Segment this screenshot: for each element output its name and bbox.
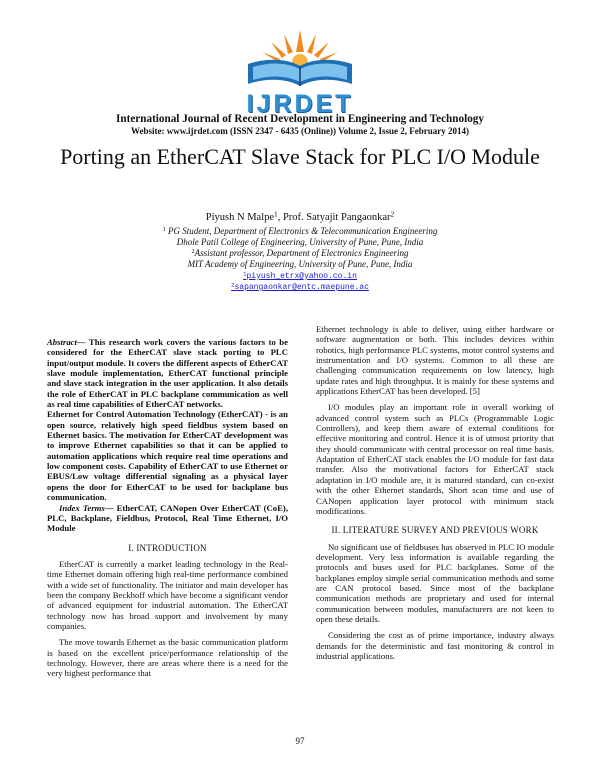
introduction-paragraph-1: EtherCAT is currently a market leading technology in the Real-time Ethernet domain offering high real-time performance combined with a wide set of functionality. The initiator and main developer has been the company Beckhoff which have become a significant vendor of advanced equipment for industrial automation. The EtherCAT technology now has broad support and involvement by many companies.	[47, 558, 288, 631]
affiliation-2-line-2: MIT Academy of Engineering, University of Pune, Pune, India	[187, 259, 413, 269]
page-number: 97	[295, 736, 305, 746]
email-2-link[interactable]: $^2$sapangaonkar@entc.maepune.ac	[231, 281, 369, 292]
right-column	[316, 324, 554, 661]
left-column	[47, 337, 288, 679]
right-paragraph-4: Considering the cost as of prime importance, industry always demands for the deterministic and fast monitoring & control in industrial applications.	[316, 630, 554, 661]
author-2: Prof. Satyajit Pangaonkar	[282, 212, 391, 223]
author-1: Piyush N Malpe	[205, 212, 275, 223]
email-1-link[interactable]: $^1$piyush_etrx@yahoo.co.in	[243, 270, 357, 281]
abstract-paragraph-2: Ethernet for Control Automation Technology (EtherCAT) - is an open source, relatively high speed fieldbus system based on Ethernet basics. The motivation for EtherCAT development was to improve Ethernet capabilities so that it can be applied to automation applications which require real time operations and low component costs. Capability of EtherCAT to use Ethernet or EBUS/Low voltage differential signaling as a physical layer opens the door for EtherCAT to be used for backplane bus communication.	[47, 409, 288, 503]
right-paragraph-1: Ethernet technology is able to deliver, using either hardware or software augmentation or both. This includes devices within robotics, high performance PLC systems, motor control systems and instrumentation and I/O systems. Common to all these are challenging communication requirements on low latency, high update rates and high throughput. It is mainly for these systems and applications EtherCAT has been developed. [5]	[316, 324, 554, 397]
journal-website-line: Website: www.ijrdet.com (ISSN 2347 - 6435 (Online)) Volume 2, Issue 2, February 2014)	[131, 126, 469, 136]
affiliation-2-line-1: $^2$Assistant professor, Department of Electronics Engineering	[191, 248, 409, 258]
journal-logo	[226, 22, 374, 116]
introduction-paragraph-2: The move towards Ethernet as the basic communication platform is based on the excellent price/performance relationship of the technology. However, there are areas where there is a need for the very highest performance that	[47, 637, 288, 679]
abstract-label: Abstract—	[47, 337, 86, 347]
paper-title: Porting an EtherCAT Slave Stack for PLC I/O Module	[60, 144, 540, 169]
affiliation-1-line-2: Dhole Patil College of Engineering, University of Pune, Pune, India	[176, 237, 424, 247]
right-paragraph-3: No significant use of fieldbuses has observed in PLC IO module development. Very less information is available regarding the protocols and buses used for PLC backplanes. Some of the backplanes employ simple serial communication methods and some are CAN protocol based. Since most of the backplane communication methods are proprietary and used for internal communication between modules, manufacturers are not keen to open these details.	[316, 541, 554, 624]
abstract-paragraph: Abstract— This research work covers the various factors to be considered for the EtherCAT slave stack porting to PLC input/output module. It covers the different aspects of EtherCAT slave module implementation, EtherCAT functional principle and slave stack integration in the user application. It also details the role of EtherCAT in PLC backplane communication as well as real time capabilities of EtherCAT networks.	[47, 337, 288, 410]
journal-title: International Journal of Recent Development in Engineering and Technology	[116, 113, 484, 125]
open-book-icon	[226, 22, 374, 94]
author-line: Piyush N Malpe$^1$, Prof. Satyajit Pangaonkar$^2$	[205, 209, 395, 223]
section-heading-introduction: I. INTRODUCTION	[128, 542, 207, 553]
section-heading-literature-survey: II. LITERATURE SURVEY AND PREVIOUS WORK	[331, 525, 539, 536]
index-terms: Index Terms— EtherCAT, CANopen Over EtherCAT (CoE), PLC, Backplane, Fieldbus, Protocol, Real Time Ethernet, I/O Module	[47, 502, 288, 534]
index-terms-label: Index Terms	[59, 502, 105, 513]
affiliation-1-line-1: $^1$ PG Student, Department of Electronics & Telecommunication Engineering	[162, 226, 438, 236]
logo-text: IJRDET	[246, 90, 354, 118]
right-paragraph-2: I/O modules play an important role in overall working of advanced control system such as PLCs (Programmable Logic Controllers), and keep them aware of external conditions for effective monitoring and control. Hence it is of utmost priority that they should communicate with central processor on real time basis. Adaptation of EtherCAT stack enables the I/O module for fast data transfer. Also the motivational factors for EtherCAT stack adaptation in I/O module are, it is matured standard, can co-exist with the other Ethernet standards, Short scan time and use of CANopen application layer protocol with minimum stack modifications.	[316, 402, 554, 516]
